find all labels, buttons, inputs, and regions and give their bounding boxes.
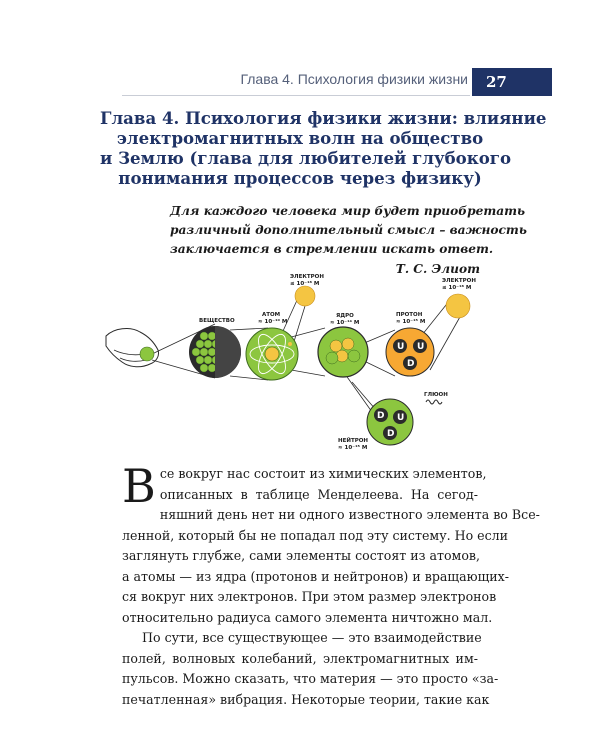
proton-label: ПРОТОН xyxy=(396,312,423,318)
proton-size-label: ≈ 10⁻¹⁵ М xyxy=(396,319,426,325)
chapter-title-line: Глава 4. Психология физики жизни: влияние xyxy=(100,108,547,128)
chapter-title xyxy=(100,108,547,188)
body-text xyxy=(122,459,540,710)
electron-top-size-label: ≤ 10⁻¹⁸ М xyxy=(290,281,320,287)
running-header-title: Глава 4. Психология физики жизни xyxy=(240,71,468,87)
drop-cap: В xyxy=(122,459,156,513)
paragraph-line: относительно радиуса самого элемента ничтожно мал. xyxy=(122,609,493,625)
page-number: 27 xyxy=(472,68,552,96)
electron-right xyxy=(446,294,470,318)
neutron-size-label: ≈ 10⁻¹⁵ М xyxy=(338,445,368,451)
epigraph-line: различный дополнительный смысл – важность xyxy=(170,223,527,237)
electron-right-label: ЭЛЕКТРОН xyxy=(442,278,476,284)
epigraph-author: Т. С. Элиот xyxy=(395,262,480,276)
paragraph-line: се вокруг нас состоит из химических элементов, xyxy=(159,466,487,481)
atom-sphere xyxy=(246,328,298,380)
proton-sphere xyxy=(386,328,434,376)
neutron-quark-u: U xyxy=(397,413,405,423)
matter-structure-diagram xyxy=(100,270,500,460)
substance-sphere xyxy=(189,326,241,378)
gluon-label: ГЛЮОН xyxy=(424,392,448,398)
paragraph-line: пульсов. Можно сказать, что материя — это просто «за- xyxy=(122,671,499,686)
paragraph-2 xyxy=(122,628,499,710)
paragraph-line: ся вокруг них электронов. При этом размер электронов xyxy=(122,589,497,604)
paragraph-line: заглянуть глубже, сами элементы состоят из атомов, xyxy=(122,548,481,563)
proton-quark-u1: U xyxy=(397,342,405,352)
electron-right-size-label: ≤ 10⁻¹⁸ М xyxy=(442,285,472,291)
paragraph-line: описанных в таблице Менделеева. На сегод- xyxy=(159,486,478,502)
chapter-title-line: и Землю (глава для любителей глубокого xyxy=(100,148,512,168)
epigraph-line: Для каждого человека мир будет приобретать xyxy=(170,204,526,218)
header-rule xyxy=(122,95,470,96)
nucleus-label: ЯДРО xyxy=(336,313,354,319)
neutron-sphere xyxy=(367,399,413,445)
electron-top-label: ЭЛЕКТРОН xyxy=(290,274,324,280)
paragraph-1 xyxy=(122,459,540,628)
paragraph-line: ленной, который бы не попадал под эту систему. Но если xyxy=(122,527,509,543)
chapter-title-line: электромагнитных волн на общество xyxy=(116,128,484,148)
paragraph-line: По сути, все существующее — это взаимодействие xyxy=(142,630,482,645)
paragraph-line: няшний день нет ни одного известного элемента во Все- xyxy=(159,507,540,522)
paragraph-line: а атомы — из ядра (протонов и нейтронов) и вращающих- xyxy=(122,568,510,584)
running-header xyxy=(0,68,600,96)
hand-icon xyxy=(106,329,159,367)
chapter-title-line: понимания процессов через физику) xyxy=(118,168,482,188)
substance-label: ВЕЩЕСТВО xyxy=(199,318,235,324)
paragraph-line: печатленная» вибрация. Некоторые теории, такие как xyxy=(122,691,490,707)
neutron-quark-d1: D xyxy=(377,411,385,421)
nucleus-sphere xyxy=(318,327,368,377)
electron-top xyxy=(295,286,315,306)
proton-quark-u2: U xyxy=(417,342,425,352)
gluon-wave-icon xyxy=(426,400,442,404)
nucleus-size-label: ≈ 10⁻¹⁴ М xyxy=(330,320,360,326)
atom-label: АТОМ xyxy=(262,312,281,318)
atom-size-label: ≈ 10⁻¹⁰ М xyxy=(258,319,288,325)
proton-quark-d: D xyxy=(407,359,415,369)
epigraph xyxy=(170,202,527,279)
neutron-quark-d2: D xyxy=(387,429,395,439)
neutron-label: НЕЙТРОН xyxy=(338,438,369,444)
matter-structure-figure xyxy=(100,270,500,460)
paragraph-line: полей, волновых колебаний, электромагнитных им- xyxy=(122,650,478,666)
epigraph-line: заключается в стремлении искать ответ. xyxy=(170,242,494,256)
